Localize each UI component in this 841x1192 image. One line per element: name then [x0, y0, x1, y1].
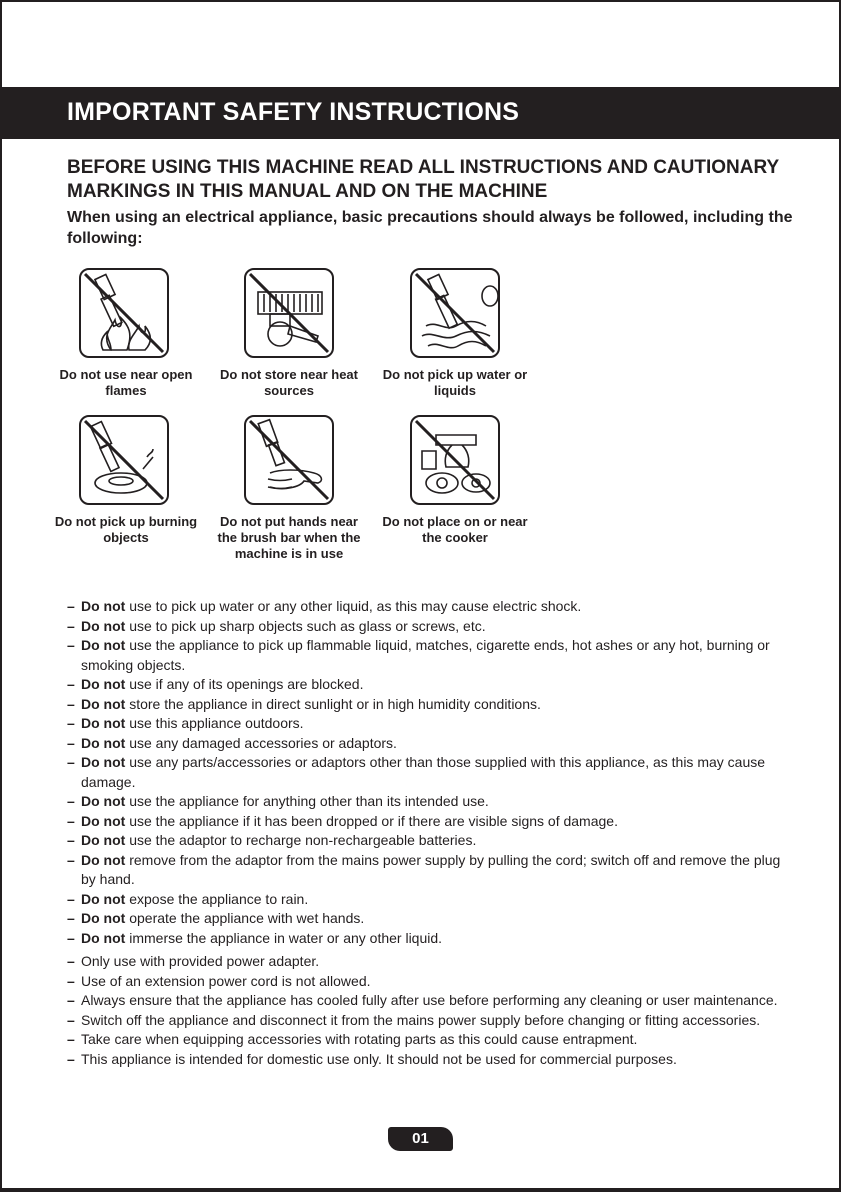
list-dash: – — [67, 676, 75, 692]
list-item: – Do not remove from the adaptor from the mains power supply by pulling the cord; switch off and remove the plug by hand. — [67, 851, 787, 890]
caption-burning-objects: Do not pick up burning objects — [54, 514, 198, 545]
list-item: – Do not use if any of its openings are blocked. — [67, 675, 787, 695]
list-dash: – — [67, 754, 75, 770]
list-dash: – — [67, 929, 75, 946]
list-item: – Do not store the appliance in direct sunlight or in high humidity conditions. — [67, 695, 787, 715]
list-item: – Do not operate the appliance with wet hands. — [67, 909, 787, 929]
warning-heading: BEFORE USING THIS MACHINE READ ALL INSTRUCTIONS AND CAUTIONARY MARKINGS IN THIS MANUAL AND ON THE MACHINE — [67, 157, 779, 202]
precautions-intro: When using an electrical appliance, basic precautions should always be followed, including the following: — [67, 209, 793, 247]
list-item: – Do not use to pick up water or any other liquid, as this may cause electric shock. — [67, 597, 787, 617]
list-dash: – — [67, 695, 75, 712]
page-border-bottom — [0, 1188, 841, 1192]
caption-liquids: Do not pick up water or liquids — [382, 367, 528, 398]
page-border-left — [0, 0, 2, 1192]
list-item: – This appliance is intended for domestic use only. It should not be used for commercial purposes. — [67, 1050, 787, 1070]
no-burning-objects-icon — [79, 415, 169, 505]
list-item: – Do not use any parts/accessories or adaptors other than those supplied with this appliance, as this may cause damage. — [67, 753, 787, 792]
list-dash: – — [67, 910, 75, 926]
list-item: – Do not use the adaptor to recharge non-rechargeable batteries. — [67, 831, 787, 851]
safety-instructions-list — [67, 597, 787, 1069]
no-liquids-icon — [410, 268, 500, 358]
list-dash: – — [67, 617, 75, 634]
caption-cooker: Do not place on or near the cooker — [382, 514, 528, 545]
list-item: – Only use with provided power adapter. — [67, 952, 787, 972]
list-dash: – — [67, 1031, 75, 1047]
list-dash: – — [67, 598, 75, 614]
list-item: – Do not expose the appliance to rain. — [67, 890, 787, 910]
no-heat-sources-icon — [244, 268, 334, 358]
page-border-top — [0, 0, 841, 2]
list-item: – Do not use this appliance outdoors. — [67, 714, 787, 734]
list-dash: – — [67, 1011, 75, 1028]
list-dash: – — [67, 1050, 75, 1067]
list-dash: – — [67, 972, 75, 989]
caption-open-flames: Do not use near open flames — [59, 367, 193, 398]
list-dash: – — [67, 992, 75, 1008]
page-number: 01 — [388, 1127, 453, 1151]
list-item: – Take care when equipping accessories with rotating parts as this could cause entrapment. — [67, 1030, 787, 1050]
list-dash: – — [67, 832, 75, 848]
list-item: – Do not use the appliance for anything other than its intended use. — [67, 792, 787, 812]
caption-heat-sources: Do not store near heat sources — [220, 367, 358, 398]
caption-hands-brush: Do not put hands near the brush bar when the machine is in use — [217, 514, 361, 561]
list-item: – Switch off the appliance and disconnect it from the mains power supply before changing or fitting accessories. — [67, 1011, 787, 1031]
no-hands-near-brush-icon — [244, 415, 334, 505]
list-dash: – — [67, 851, 75, 868]
list-dash: – — [67, 793, 75, 809]
no-open-flames-icon — [79, 268, 169, 358]
list-dash: – — [67, 637, 75, 653]
list-item: – Do not use the appliance if it has been dropped or if there are visible signs of damage. — [67, 812, 787, 832]
page-title: IMPORTANT SAFETY INSTRUCTIONS — [67, 98, 520, 126]
list-item: – Always ensure that the appliance has cooled fully after use before performing any cleaning or user maintenance. — [67, 991, 787, 1011]
list-item: – Do not use the appliance to pick up flammable liquid, matches, cigarette ends, hot ashes or any hot, burning or smoking objects. — [67, 636, 787, 675]
list-item: – Do not use to pick up sharp objects such as glass or screws, etc. — [67, 617, 787, 637]
list-dash: – — [67, 890, 75, 907]
list-dash: – — [67, 953, 75, 969]
list-item: – Do not use any damaged accessories or adaptors. — [67, 734, 787, 754]
list-dash: – — [67, 715, 75, 731]
list-dash: – — [67, 812, 75, 829]
list-item: – Use of an extension power cord is not allowed. — [67, 972, 787, 992]
list-item: – Do not immerse the appliance in water or any other liquid. — [67, 929, 787, 949]
list-dash: – — [67, 734, 75, 751]
no-cooker-icon — [410, 415, 500, 505]
